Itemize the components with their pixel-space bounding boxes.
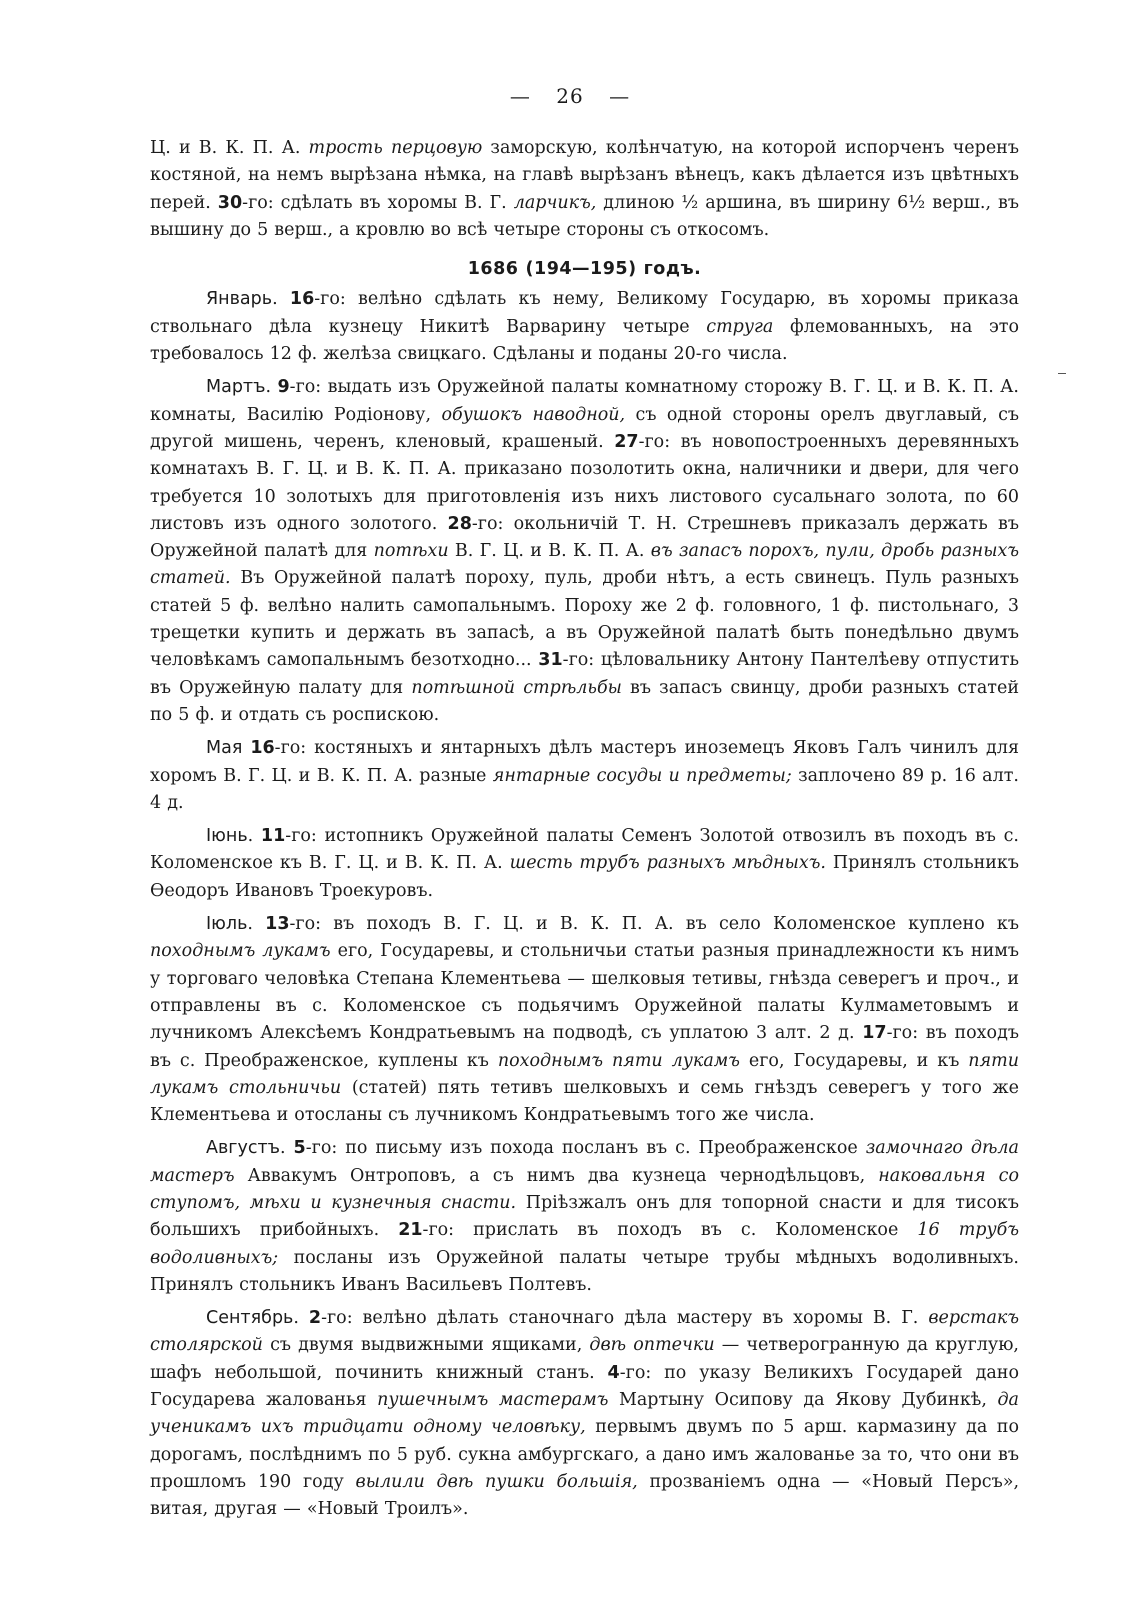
- margin-mark: [1058, 373, 1066, 374]
- italic-term: да ученикамъ ихъ тридцати одному человѣку,: [150, 1390, 1019, 1438]
- italic-term: походнымъ лукамъ: [150, 941, 331, 962]
- italic-term: пяти лукамъ стольничьи: [150, 1050, 1019, 1098]
- text-run: заплочено 89 р. 16 алт. 4 д.: [150, 765, 1019, 813]
- entry-july: [150, 911, 1019, 1129]
- text-run: -го: въ новопостроенныхъ деревянныхъ комнатахъ В. Г. Ц. и В. К. П. А. приказано позолотить окна, наличники и двери, для чего требуется 10 золотыхъ для приготовленія изъ нихъ листового сусальнаго золота, по 60 листовъ изъ одного золотого.: [150, 431, 1020, 534]
- page-body: [150, 135, 1019, 1524]
- italic-term: 16 трубъ водоливныхъ;: [150, 1220, 1020, 1268]
- entry-month: Мартъ: [206, 377, 266, 398]
- entry-date: 17: [862, 1023, 887, 1044]
- entry-month: Мая: [206, 738, 243, 759]
- text-run: -го: прислать въ походъ въ с. Коломенское: [422, 1220, 918, 1241]
- text-run: .: [247, 826, 261, 847]
- text-run: -го: сдѣлать въ хоромы В. Г.: [242, 192, 514, 213]
- intro-paragraph: [150, 135, 1019, 244]
- italic-term: походнымъ пяти лукамъ: [497, 1050, 740, 1071]
- entry-month: Августъ: [206, 1138, 281, 1159]
- text-run: .: [293, 1308, 309, 1329]
- italic-term: замочнаго дѣла мастеръ: [150, 1138, 1019, 1186]
- text-run: его, Государевы, и къ: [739, 1050, 969, 1071]
- text-run: -го: истопникъ Оружейной палаты Семенъ Золотой отвозилъ въ походъ въ с. Коломенское къ В. Г. Ц. и В. К. П. А.: [150, 826, 1019, 874]
- text-run: Аввакумъ Онтроповъ, а съ нимъ два кузнеца чернодѣльцовъ,: [234, 1165, 879, 1186]
- entry-date: 5: [293, 1138, 306, 1159]
- text-run: съ одной стороны орелъ двуглавый, съ другой мишень, черенъ, кленовый, крашеный.: [150, 404, 1019, 452]
- text-run: Пріѣзжалъ онъ для топорной снасти и для тисокъ большихъ прибойныхъ.: [150, 1192, 1019, 1241]
- entry-august: [150, 1135, 1019, 1299]
- text-run: -го: въ походъ В. Г. Ц. и В. К. П. А. въ село Коломенское куплено къ: [289, 914, 1019, 935]
- italic-term: пушечнымъ мастерамъ: [377, 1390, 609, 1411]
- italic-term: наковальня со ступомъ, мѣхи и кузнечныя снасти.: [150, 1165, 1020, 1213]
- entry-month: Сентябрь: [206, 1308, 294, 1329]
- italic-term: шесть трубъ разныхъ мѣдныхъ.: [509, 853, 826, 874]
- italic-term: ларчикъ,: [513, 192, 597, 213]
- text-run: В. Г. Ц. и В. К. П. А.: [448, 541, 651, 562]
- text-run: съ двумя выдвижными ящиками,: [262, 1335, 590, 1356]
- text-run: -го: костяныхъ и янтарныхъ дѣлъ мастеръ иноземецъ Яковъ Галъ чинилъ для хоромъ В. Г. Ц. и В. К. П. А. разные: [150, 738, 1019, 786]
- text-run: -го: по указу Великихъ Государей дано Государева жалованья: [150, 1362, 1019, 1411]
- entry-date: 11: [260, 826, 286, 847]
- entry-date: 31: [538, 650, 563, 671]
- italic-term: обушокъ наводной,: [441, 404, 626, 425]
- entry-date: 21: [398, 1220, 423, 1241]
- entry-date: 30: [217, 192, 243, 213]
- italic-term: потѣшной стрѣльбы: [411, 677, 622, 698]
- text-run: въ запасъ свинцу, дроби разныхъ статей по 5 ф. и отдать съ роспискою.: [150, 677, 1020, 725]
- text-run: .: [247, 914, 266, 935]
- text-run: .: [265, 377, 278, 398]
- italic-term: потѣхи: [373, 541, 449, 562]
- text-run: -го: велѣно сдѣлать къ нему, Великому Государю, въ хоромы приказа ствольнаго дѣла кузнецу Никитѣ Варварину четыре: [150, 289, 1019, 337]
- entry-date: 27: [614, 431, 639, 452]
- entry-date: 13: [265, 914, 290, 935]
- text-run: Принялъ стольникъ Ѳеодоръ Ивановъ Троекуровъ.: [150, 853, 1019, 901]
- text-run: заморскую, колѣнчатую, на которой испорченъ черенъ костяной, на немъ вырѣзана нѣмка, на главѣ вырѣзанъ вѣнецъ, какъ дѣлается изъ цвѣтныхъ перей.: [150, 138, 1019, 213]
- italic-term: вылили двѣ пушки большія,: [355, 1471, 638, 1492]
- entry-march: [150, 374, 1019, 729]
- text-run: .: [280, 1138, 294, 1159]
- entry-date: 16: [250, 738, 275, 759]
- entry-may: [150, 735, 1019, 817]
- entry-date: 4: [607, 1362, 620, 1383]
- page-number-dash-left: —: [509, 84, 531, 108]
- entry-month: Іюнь: [206, 826, 248, 847]
- page-number-dash-right: —: [609, 84, 631, 108]
- text-run: -го: выдать изъ Оружейной палаты комнатному сторожу В. Г. Ц. и В. К. П. А. комнаты, Василію Родіонову,: [150, 377, 1019, 425]
- text-run: -го: окольничій Т. Н. Стрешневъ приказалъ держать въ Оружейной палатѣ для: [150, 513, 1020, 562]
- page-number-value: 26: [556, 84, 584, 108]
- text-run: Ц. и В. К. П. А.: [150, 138, 309, 158]
- italic-term: трость перцовую: [308, 138, 483, 158]
- entry-june: [150, 823, 1019, 905]
- entry-date: 9: [277, 377, 290, 398]
- text-run: первымъ двумъ по 5 арш. кармазину да по дорогамъ, послѣднимъ по 5 руб. сукна амбургскаго, а дано имъ жалованье за то, что они въ прошломъ 190 году: [150, 1417, 1019, 1492]
- italic-term: верстакъ столярской: [150, 1308, 1019, 1356]
- year-heading: 1686 (194—195) годъ.: [467, 259, 702, 280]
- text-run: Въ Оружейной палатѣ пороху, пуль, дроби нѣтъ, а есть свинецъ. Пуль разныхъ статей 5 ф. велѣно налить самопальнымъ. Пороху же 2 ф. головного, 1 ф. пистольнаго, 3 трещетки купить и держать въ запасѣ, а въ Оружейной палатѣ быть понедѣльно двумъ человѣкамъ самопальнымъ безотходно...: [150, 568, 1019, 671]
- italic-term: въ запасъ порохъ, пули, дробь разныхъ статей.: [150, 541, 1019, 589]
- entry-september: [150, 1305, 1019, 1523]
- text-run: прозваніемъ одна — «Новый Персъ», витая, другая — «Новый Троилъ».: [150, 1471, 1020, 1520]
- text-run: .: [272, 289, 290, 310]
- entry-month: Январь: [206, 289, 273, 310]
- text-run: посланы изъ Оружейной палаты четыре трубы мѣдныхъ водоливныхъ. Принялъ стольникъ Иванъ Васильевъ Полтевъ.: [150, 1247, 1019, 1295]
- entry-january: [150, 286, 1019, 368]
- text-run: (статей) пять тетивъ шелковыхъ и семь гнѣздъ северегъ у того же Клементьева и отосланы съ лучникомъ Кондратьевымъ того же числа.: [150, 1077, 1020, 1126]
- italic-term: янтарные сосуды и предметы;: [492, 765, 792, 786]
- italic-term: струга: [706, 316, 774, 337]
- page-number: [0, 84, 1140, 108]
- italic-term: двѣ оптечки: [589, 1335, 715, 1356]
- text-run: -го: въ походъ въ с. Преображенское, куплены къ: [150, 1023, 1019, 1071]
- entry-date: 2: [308, 1308, 322, 1329]
- entry-month: Іюль: [206, 914, 248, 935]
- text-run: -го: цѣловальнику Антону Пантелѣеву отпустить въ Оружейную палату для: [150, 650, 1019, 698]
- entry-date: 16: [289, 289, 315, 310]
- entry-date: 28: [447, 513, 472, 534]
- text-run: Мартыну Осипову да Якову Дубинкѣ,: [608, 1390, 998, 1411]
- text-run: флемованныхъ, на это требовалось 12 ф. желѣза свицкаго. Сдѣланы и поданы 20-го числа.: [150, 316, 1019, 365]
- text-run: -го: велѣно дѣлать станочнаго дѣла мастеру въ хоромы В. Г.: [321, 1308, 929, 1329]
- text-run: длиною ½ аршина, въ ширину 6½ верш., въ вышину до 5 верш., а кровлю во всѣ четыре стороны съ откосомъ.: [150, 192, 1019, 240]
- text-run: — четверогранную да круглую, шафъ небольшой, починить книжный станъ.: [150, 1335, 1019, 1383]
- text-run: его, Государевы, и стольничьи статьи разныя принадлежности къ нимъ у торговаго человѣка Степана Клементьева — шелковыя тетивы, гнѣзда северегъ и проч., и отправлены въ с. Коломенское съ подьячимъ Оружейной палаты Кулмаметовымъ и лучникомъ Алексѣемъ Кондратьевымъ на подводѣ, съ уплатою 3 алт. 2 д.: [150, 941, 1019, 1044]
- text-run: -го: по письму изъ похода посланъ въ с. Преображенское: [305, 1138, 866, 1159]
